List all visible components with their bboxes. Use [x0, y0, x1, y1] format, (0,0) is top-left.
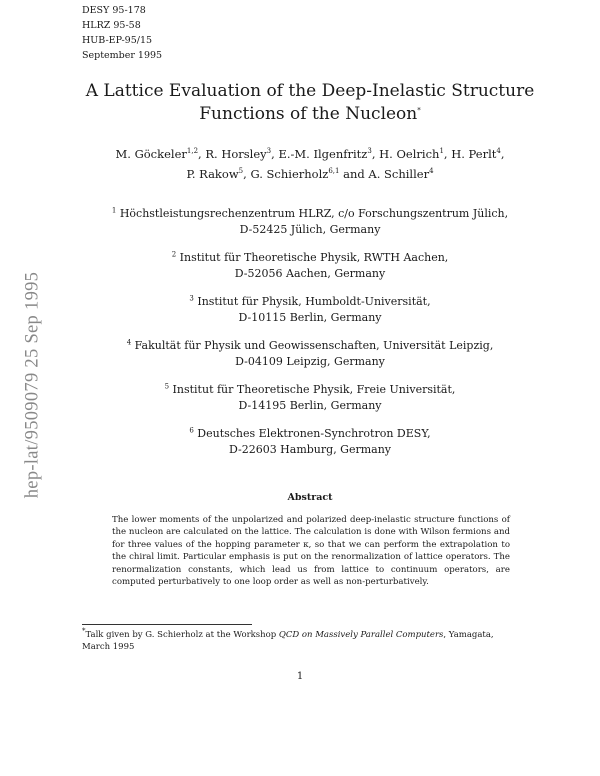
affiliation-address: D-52425 Jülich, Germany	[239, 223, 381, 236]
affiliation-line-1	[60, 250, 560, 266]
affiliation-number: 4	[126, 338, 132, 347]
author-separator: ,	[198, 147, 206, 161]
title-line-2	[60, 103, 560, 126]
author-name: H. Oelrich	[379, 147, 440, 161]
affiliation-institute: Institut für Theoretische Physik, RWTH Aachen,	[179, 251, 449, 264]
affiliation	[60, 338, 560, 370]
author-affiliation-ref: 4	[496, 147, 501, 156]
author-affiliation-ref: 5	[238, 167, 244, 176]
author-line-2	[60, 164, 560, 184]
affiliation	[60, 294, 560, 326]
author-separator: and	[339, 167, 369, 181]
author-name: P. Rakow	[186, 167, 239, 181]
author-affiliation-ref: 3	[367, 147, 372, 156]
affiliation	[60, 206, 560, 238]
title-line-2-text: Functions of the Nucleon	[199, 104, 418, 124]
page-number: 1	[296, 671, 304, 682]
author-affiliation-ref: 4	[429, 167, 434, 176]
author-name: G. Schierholz	[250, 167, 329, 181]
author-name: A. Schiller	[368, 167, 430, 181]
preprint-id: HLRZ 95-58	[82, 20, 141, 31]
author-affiliation-ref: 1,2	[186, 147, 199, 156]
author-affiliation-ref: 3	[266, 147, 272, 156]
footnote-marker: *	[82, 627, 86, 636]
author-separator: ,	[371, 147, 380, 161]
author-separator: ,	[243, 167, 251, 181]
affiliation-address: D-22603 Hamburg, Germany	[228, 443, 392, 456]
footnote-suffix: , Yamagata, March 1995	[82, 630, 494, 652]
preprint-id: DESY 95-178	[82, 5, 146, 16]
footnote-venue: QCD on Massively Parallel Computers	[278, 630, 444, 640]
preprint-id: HUB-EP-95/15	[82, 35, 153, 46]
author-name: M. Göckeler	[115, 147, 187, 161]
author-separator: ,	[500, 147, 505, 161]
arxiv-stamp-text: hep-lat/9509079 25 Sep 1995	[22, 271, 43, 499]
author-name: H. Perlt	[451, 147, 497, 161]
affiliation-line-1	[60, 426, 560, 442]
affiliation-line-1	[60, 206, 560, 222]
author-name: E.-M. Ilgenfritz	[278, 147, 368, 161]
paper-title	[60, 80, 560, 126]
affiliation-number: 3	[189, 294, 194, 303]
affiliation-institute: Deutsches Elektronen-Synchrotron DESY,	[197, 427, 431, 440]
preprint-numbers	[82, 3, 162, 63]
affiliation-line-1	[60, 382, 560, 398]
footnote-divider	[82, 624, 252, 625]
abstract-heading: Abstract	[287, 492, 333, 503]
affiliation-list	[60, 206, 560, 470]
author-affiliation-ref: 6,1	[328, 167, 340, 176]
author-name: R. Horsley	[205, 147, 267, 161]
affiliation-institute: Fakultät für Physik und Geowissenschaften, Universität Leipzig,	[134, 339, 494, 352]
author-affiliation-ref: 1	[439, 147, 444, 156]
footnote-prefix: Talk given by G. Schierholz at the Workshop	[85, 630, 279, 640]
affiliation-address: D-04109 Leipzig, Germany	[235, 355, 385, 368]
affiliation-number: 1	[111, 206, 117, 215]
footnote	[82, 629, 522, 653]
affiliation-number: 6	[189, 426, 194, 435]
preprint-date: September 1995	[82, 50, 163, 61]
affiliation	[60, 250, 560, 282]
author-line-1	[60, 144, 560, 164]
title-line-1: A Lattice Evaluation of the Deep-Inelastic Structure	[85, 81, 535, 101]
title-footnote-marker: *	[417, 106, 421, 115]
author-separator: ,	[443, 147, 452, 161]
affiliation-address: D-14195 Berlin, Germany	[238, 399, 382, 412]
affiliation-institute: Institut für Theoretische Physik, Freie Universität,	[172, 383, 456, 396]
affiliation-address: D-52056 Aachen, Germany	[234, 267, 386, 280]
abstract-text: The lower moments of the unpolarized and polarized deep-inelastic structure functions of the nucleon are calculated on the lattice. The calculation is done with Wilson fermions and for three values of the hopping parameter κ, so that we can perform the extrapolation to the chiral limit. Particular emphasis is put on the renormalization of lattice operators. The renormalization constants, which lead us from lattice to continuum operators, are computed perturbatively to one loop order as well as non-perturbatively.	[112, 515, 510, 588]
arxiv-stamp	[20, 255, 46, 515]
author-separator: ,	[271, 147, 279, 161]
affiliation-number: 2	[171, 250, 177, 259]
affiliation-institute: Institut für Physik, Humboldt-Universität,	[197, 295, 431, 308]
affiliation-line-1	[60, 338, 560, 354]
affiliation-line-1	[60, 294, 560, 310]
affiliation	[60, 426, 560, 458]
affiliation	[60, 382, 560, 414]
author-list	[60, 144, 560, 184]
affiliation-institute: Höchstleistungsrechenzentrum HLRZ, c/o Forschungszentrum Jülich,	[119, 207, 509, 220]
affiliation-address: D-10115 Berlin, Germany	[238, 311, 382, 324]
affiliation-number: 5	[164, 382, 170, 391]
